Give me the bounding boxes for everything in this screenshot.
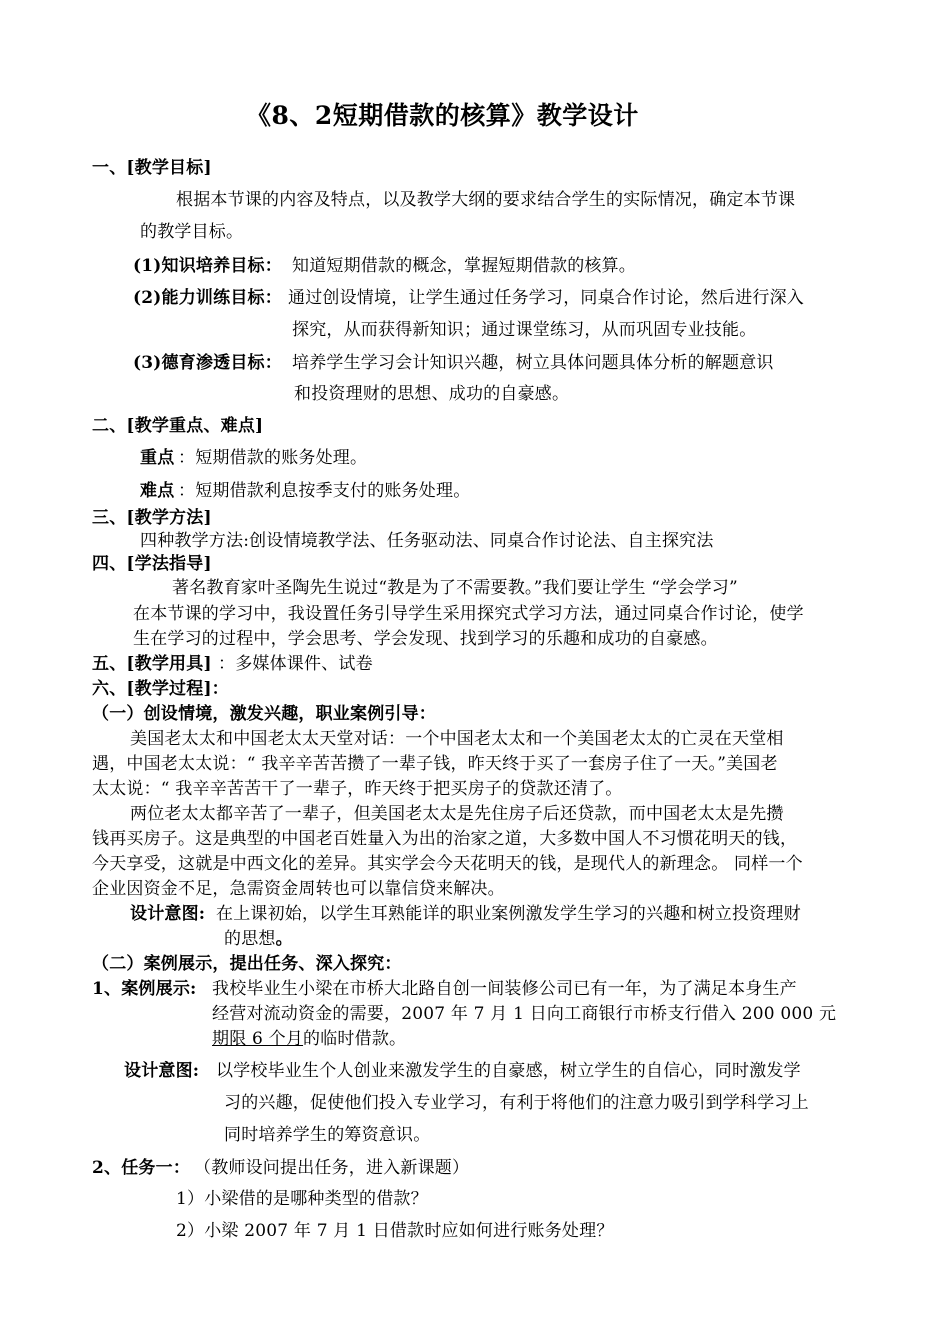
guidance-line3: 生在学习的过程中，学会思考、学会发现、找到学习的乐趣和成功的自豪感。 [133,629,718,649]
loan-term-underlined: 期限 6 个月 [212,1029,304,1049]
case-display-line3 [212,1028,406,1050]
story-p1-line1: 美国老太太和中国老太太天堂对话：一个中国老太太和一个美国老太太的亡灵在天堂相 [130,729,784,749]
design-intent-1-line2-text: 的思想 [224,929,276,949]
difficulty-label: 难点 [140,481,175,501]
section-objectives-heading: 一、[教学目标] [92,158,212,178]
design-intent-1-line2-end: 。 [275,929,293,949]
design-intent-1-line2 [224,928,293,950]
methods-text: 四种教学方法:创设情境教学法、任务驱动法、同桌合作讨论法、自主探究法 [140,531,714,551]
moral-goal-label: (3)德育渗透目标： [133,353,282,373]
story-p1-line2: 遇，中国老太太说：“ 我辛辛苦苦攒了一辈子钱，昨天终于买了一套房子住了一天。”美国老 [92,754,778,774]
objectives-intro-line2: 的教学目标。 [140,222,244,242]
story-p2-line3: 今天享受，这就是中西文化的差异。其实学会今天花明天的钱，是现代人的新理念。 同样一个 [92,854,803,874]
design-intent-1-label: 设计意图: [130,904,206,924]
section-teaching-tools-heading: 五、[教学用具] [92,654,212,674]
ability-goal-text2: 探究，从而获得新知识；通过课堂练习，从而巩固专业技能。 [292,320,757,340]
case-display-line1: 我校毕业生小梁在市桥大北路自创一间装修公司已有一年，为了满足本身生产 [212,979,797,999]
case-display-line2: 经营对流动资金的需要，2007 年 7 月 1 日向工商银行市桥支行借入 200 000 元 [212,1004,837,1024]
design-intent-2-line2: 习的兴趣，促使他们投入专业学习，有利于将他们的注意力吸引到学科学习上 [224,1093,809,1113]
task-one-label: 2、任务一： [92,1158,191,1178]
ability-goal-text1: 通过创设情境，让学生通过任务学习，同桌合作讨论，然后进行深入 [288,288,804,308]
task-question-2: 2）小梁 2007 年 7 月 1 日借款时应如何进行账务处理？ [176,1221,614,1241]
moral-goal-text1: 培养学生学习会计知识兴趣，树立具体问题具体分析的解题意识 [292,353,774,373]
section-methods-heading: 三、[教学方法] [92,508,212,528]
process-part1-heading: （一）创设情境，激发兴趣，职业案例引导： [92,704,436,724]
moral-goal-text2: 和投资理财的思想、成功的自豪感。 [294,384,570,404]
teaching-tools-text: ：多媒体课件、试卷 [218,654,373,674]
task-question-1: 1）小梁借的是哪种类型的借款？ [176,1189,428,1209]
page-title: 《8、2短期借款的核算》教学设计 [246,101,639,130]
case-display-label: 1、案例展示: [92,979,197,999]
design-intent-2-line1: 以学校毕业生个人创业来激发学生的自豪感，树立学生的自信心，同时激发学 [216,1061,801,1081]
section-key-points-heading: 二、[教学重点、难点] [92,416,264,436]
design-intent-2-label: 设计意图: [124,1061,200,1081]
objectives-intro-line1: 根据本节课的内容及特点，以及教学大纲的要求结合学生的实际情况，确定本节课 [176,190,796,210]
design-intent-2-line3: 同时培养学生的筹资意识。 [224,1125,431,1145]
story-p1-line3: 太太说：“ 我辛辛苦苦干了一辈子，昨天终于把买房子的贷款还清了。 [92,779,623,799]
task-one-note: （教师设问提出任务，进入新课题） [194,1158,470,1178]
story-p2-line2: 钱再买房子。这是典型的中国老百姓量入为出的治家之道，大多数中国人不习惯花明天的钱， [92,829,798,849]
key-point-label: 重点 [140,448,175,468]
ability-goal-label: (2)能力训练目标： [133,288,282,308]
design-intent-1-line1: 在上课初始，以学生耳熟能详的职业案例激发学生学习的兴趣和树立投资理财 [216,904,801,924]
story-p2-line1: 两位老太太都辛苦了一辈子，但美国老太太是先住房子后还贷款，而中国老太太是先攒 [130,804,784,824]
knowledge-goal-text: 知道短期借款的概念，掌握短期借款的核算。 [292,256,636,276]
guidance-line2: 在本节课的学习中，我设置任务引导学生采用探究式学习方法，通过同桌合作讨论，使学 [133,604,804,624]
case-display-line3-rest: 的临时借款。 [303,1029,407,1049]
section-process-heading: 六、[教学过程]： [92,679,229,699]
process-part2-heading: （二）案例展示，提出任务、深入探究： [92,954,402,974]
difficulty-text: ：短期借款利息按季支付的账务处理。 [178,481,471,501]
section-learning-guidance-heading: 四、[学法指导] [92,554,212,574]
guidance-line1: 著名教育家叶圣陶先生说过“教是为了不需要教。”我们要让学生 “学会学习” [172,578,738,598]
story-p2-line4: 企业因资金不足，急需资金周转也可以靠信贷来解决。 [92,879,505,899]
knowledge-goal-label: (1)知识培养目标： [133,256,282,276]
key-point-text: ：短期借款的账务处理。 [178,448,368,468]
